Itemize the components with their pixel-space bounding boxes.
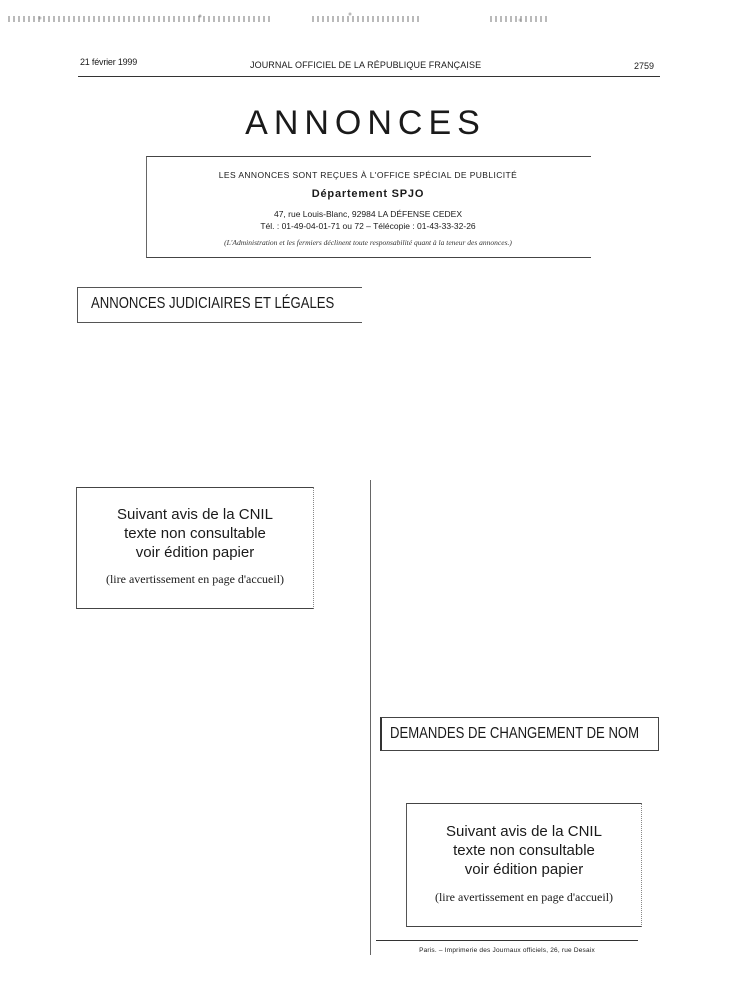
scan-noise (0, 0, 731, 30)
section-heading-legal: ANNONCES JUDICIAIRES ET LÉGALES (91, 295, 335, 312)
cnil-notice-line: Suivant avis de la CNIL (117, 506, 273, 523)
section-heading-name-change: DEMANDES DE CHANGEMENT DE NOM (390, 725, 640, 742)
scan-smudge (490, 16, 550, 22)
cnil-notice-line: voir édition papier (464, 861, 584, 878)
info-box-intro: LES ANNONCES SONT REÇUES À L'OFFICE SPÉCIAL DE PUBLICITÉ (218, 170, 518, 180)
page-title: ANNONCES (245, 104, 486, 142)
info-box-department: Département SPJO (311, 188, 425, 200)
header-page-number: 2759 (634, 61, 655, 71)
footer-imprint: Paris. – Imprimerie des Journaux officiels, 26, rue Desaix (419, 947, 595, 954)
cnil-notice-line: texte non consultable (453, 842, 595, 859)
header-rule (78, 76, 660, 77)
cnil-notice-note: (lire avertissement en page d'accueil) (434, 890, 614, 904)
info-box-address: 47, rue Louis-Blanc, 92984 LA DÉFENSE CEDEX (273, 209, 463, 219)
cnil-notice-line: Suivant avis de la CNIL (446, 823, 602, 840)
scan-smudge (312, 16, 422, 22)
info-box-telephone: Tél. : 01-49-04-01-71 ou 72 – Télécopie : 01-43-33-32-26 (260, 221, 476, 231)
cnil-notice-line: texte non consultable (124, 525, 266, 542)
header-date: 21 février 1999 (80, 57, 138, 67)
column-divider (370, 480, 371, 955)
footer-rule (376, 940, 638, 941)
scan-smudge (8, 16, 270, 22)
info-box-disclaimer: (L'Administration et les fermiers déclinent toute responsabilité quant à la teneur des annonces.) (224, 238, 512, 247)
cnil-notice-box (76, 487, 314, 609)
cnil-notice-note: (lire avertissement en page d'accueil) (105, 572, 285, 586)
cnil-notice-box (406, 803, 642, 927)
header-journal-title: JOURNAL OFFICIEL DE LA RÉPUBLIQUE FRANÇAISE (250, 60, 482, 70)
cnil-notice-line: voir édition papier (135, 544, 255, 561)
